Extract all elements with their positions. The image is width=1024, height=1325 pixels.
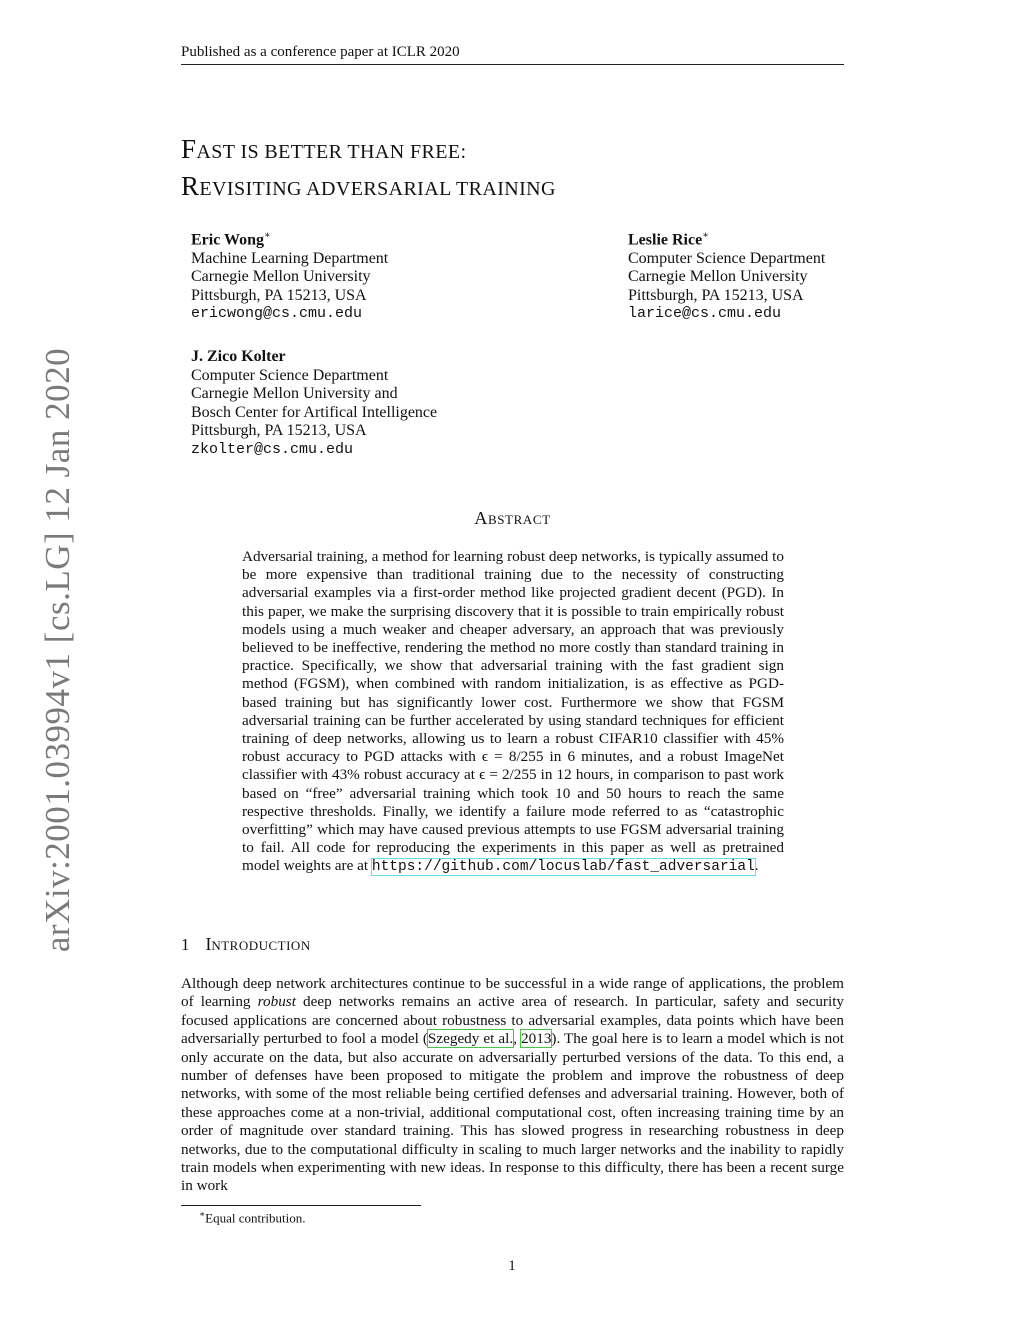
arxiv-identifier-stamp	[28, 347, 88, 953]
footnote-divider	[181, 1205, 421, 1206]
paper-title	[181, 132, 844, 206]
code-repository-link[interactable]: https://github.com/locuslab/fast_adversarial	[371, 859, 755, 876]
author-email[interactable]: larice@cs.cmu.edu	[628, 305, 782, 323]
section-number: 1	[181, 935, 190, 954]
title-line-2: REVISITING ADVERSARIAL TRAINING	[181, 171, 556, 201]
author-affiliation-2: Bosch Center for Artifical Intelligence	[191, 403, 438, 421]
author-block-kolter	[191, 348, 437, 459]
abstract-text: Adversarial training, a method for learning robust deep networks, is typically assumed to be more expensive than traditional training due to the necessity of constructing adversarial examples via a first-order method like projected gradient decent (PGD). In this paper, we make the surprising discovery that it is possible to train empirically robust models using a much weaker and cheaper adversary, an approach that was previously believed to be ineffective, rendering the method no more costly than standard training in practice. Specifically, we show that adversarial training with the fast gradient sign method (FGSM), when combined with random initialization, is as effective as PGD-based training but has significantly lower cost. Furthermore we show that FGSM adversarial training can be further accelerated by using standard techniques for efficient training of deep networks, allowing us to learn a robust CIFAR10 classifier with 45% robust accuracy to PGD attacks with ϵ = 8/255 in 6 minutes, and a robust ImageNet classifier with 43% robust accuracy at ϵ = 2/255 in 12 hours, in comparison to past work based on “free” adversarial training which took 10 and 50 hours to reach the same respective thresholds. Finally, we identify a failure mode referred to as “catastrophic overfitting” which may have caused previous attempts to use FGSM adversarial training to fail. All code for reproducing the experiments in this paper as well as pretrained model weights are at	[242, 548, 784, 875]
author-affiliation: Carnegie Mellon University	[628, 268, 808, 286]
author-affiliation: Carnegie Mellon University and	[191, 385, 398, 402]
introduction-paragraph: Although deep network architectures continue to be successful in a wide range of applications, the problem of learning robust deep networks remains an active area of research. In particular, safety and security focused applications are concerned about robustness to adversarial examples, data points which have been adversarially perturbed to fool a model (Szegedy et al., 2013). The goal here is to learn a model which is not only accurate on the data, but also accurate on adversarially perturbed versions of the data. To this end, a number of defenses have been proposed to mitigate the problem and improve the robustness of deep networks, with some of the most reliable being certified defenses and adversarial training. However, both of these approaches come at a non-trivial, additional computational cost, often increasing training time by an order of magnitude over standard training. This has slowed progress in researching robustness in deep networks, due to the computational difficulty in scaling to much larger networks and the inability to rapidly train models when experimenting with new ideas. In response to this difficulty, there has been a recent surge in work	[181, 975, 845, 1195]
emphasis-robust: robust	[257, 993, 296, 1011]
author-name: Eric Wong∗	[191, 230, 271, 249]
author-address: Pittsburgh, PA 15213, USA	[628, 286, 804, 304]
page-number: 1	[508, 1258, 516, 1274]
abstract-body: Adversarial training, a method for learning robust deep networks, is typically assumed to be more expensive than traditional training due to the necessity of constructing adversarial examples via a first-order method like projected gradient decent (PGD). In this paper, we make the surprising discovery that it is possible to train empirically robust models using a much weaker and cheaper adversary, an approach that was previously believed to be ineffective, rendering the method no more costly than standard training in practice. Specifically, we show that adversarial training with the fast gradient sign method (FGSM), when combined with random initialization, is as effective as PGD-based training but has significantly lower cost. Furthermore we show that FGSM adversarial training can be further accelerated by using standard techniques for efficient training of deep networks, allowing us to learn a robust CIFAR10 classifier with 45% robust accuracy to PGD attacks with ϵ = 8/255 in 6 minutes, and a robust ImageNet classifier with 43% robust accuracy at ϵ = 2/255 in 12 hours, in comparison to past work based on “free” adversarial training which took 10 and 50 hours to reach the same respective thresholds. Finally, we identify a failure mode referred to as “catastrophic overfitting” which may have caused previous attempts to use FGSM adversarial training to fail. All code for reproducing the experiments in this paper as well as pretrained model weights are at https://github.com/locuslab/fast_adversarial.	[242, 548, 784, 876]
author-department: Computer Science Department	[191, 366, 389, 384]
author-block-rice	[628, 227, 825, 324]
author-email[interactable]: zkolter@cs.cmu.edu	[191, 440, 354, 458]
arxiv-stamp-text: arXiv:2001.03994v1 [cs.LG] 12 Jan 2020	[38, 347, 78, 953]
citation-link-author[interactable]: Szegedy et al.	[427, 1030, 514, 1048]
author-affiliation: Carnegie Mellon University	[191, 268, 371, 286]
author-block-wong	[191, 227, 388, 324]
author-name: Leslie Rice∗	[628, 230, 709, 249]
author-email[interactable]: ericwong@cs.cmu.edu	[191, 305, 363, 323]
author-department: Machine Learning Department	[191, 249, 389, 267]
abstract-heading: ABSTRACT	[474, 508, 551, 528]
author-department: Computer Science Department	[628, 249, 826, 267]
author-address: Pittsburgh, PA 15213, USA	[191, 286, 367, 304]
author-address: Pittsburgh, PA 15213, USA	[191, 422, 367, 439]
section-heading-introduction: 1 INTRODUCTION	[181, 934, 311, 954]
footnote: ∗Equal contribution.	[199, 1209, 306, 1226]
running-header: Published as a conference paper at ICLR 2020	[181, 44, 844, 65]
title-line-1: FAST IS BETTER THAN FREE:	[181, 134, 467, 164]
citation-link-year[interactable]: 2013	[521, 1030, 552, 1048]
author-name: J. Zico Kolter	[191, 348, 286, 365]
